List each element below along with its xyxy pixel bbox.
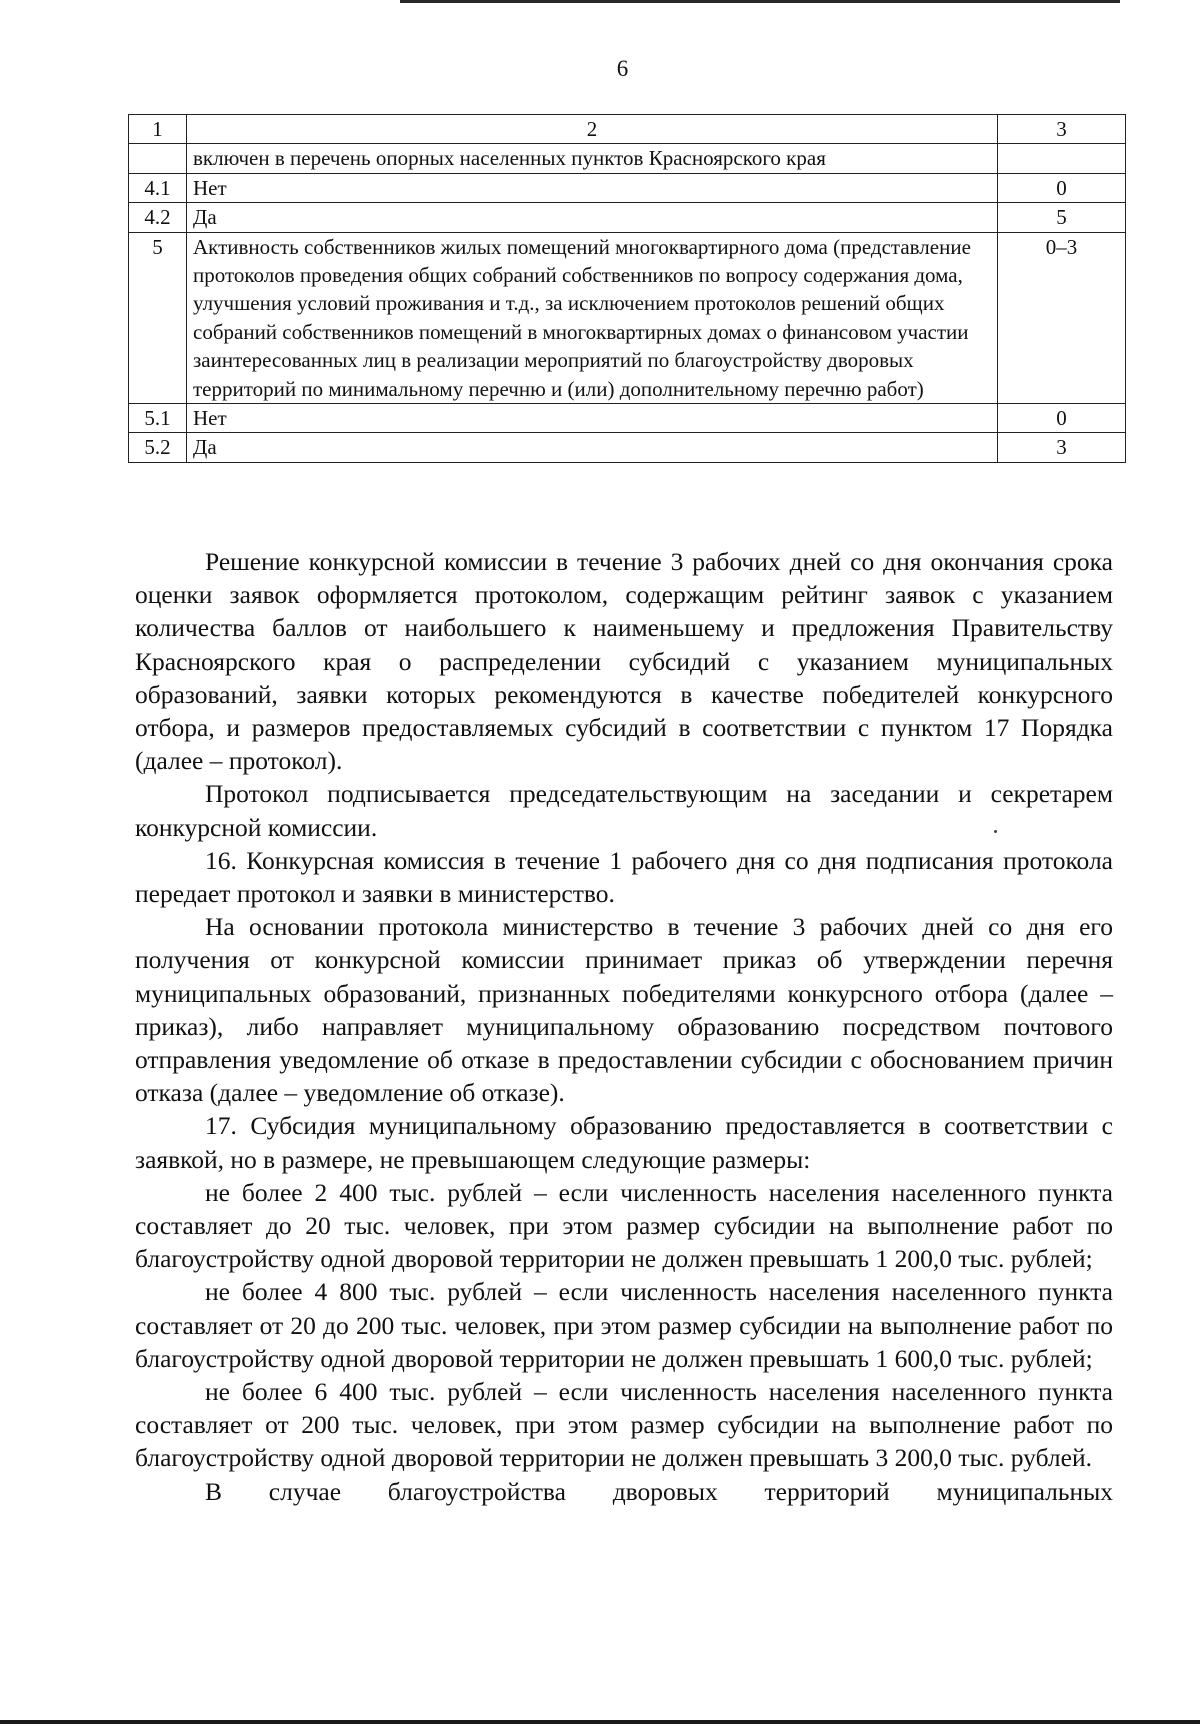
row-number [129,144,187,173]
row-score: 0 [998,404,1126,433]
paragraph-commission-decision: Решение конкурсной комиссии в течение 3 рабочих дней со дня окончания срока оценки заявок оформляется протоколом, содержащим рейтинг заявок с указанием количества баллов от наибольшего к наименьшему и предложения Правительству Красноярского края о распределении субсидий с указанием муниципальных образований, заявки которых рекомендуются в качестве победителей конкурсного отбора, и размеров предоставляемых субсидий в соответствии с пунктом 17 Порядка (далее – протокол). [135,547,1113,776]
scan-speck [994,830,997,833]
row-score: 3 [998,433,1126,462]
row-text: Да [187,433,998,462]
row-text: Да [187,203,998,232]
table-row [129,433,1126,462]
page-number: 6 [616,56,629,81]
row-text: Нет [187,173,998,202]
row-text: Нет [187,404,998,433]
row-score: 5 [998,203,1126,232]
table-row [129,203,1126,232]
table-row [129,404,1126,433]
paragraph-limit-6400: не более 6 400 тыс. рублей – если численность населения населенного пункта составляет от 200 тыс. человек, при этом размер субсидии на выполнение работ по благоустройству одной дворовой территории не должен превышать 3 200,0 тыс. рублей. [135,1377,1113,1473]
paragraph-courtyard-cases: В случае благоустройства дворовых территорий муниципальных [205,1476,1113,1506]
row-text: включен в перечень опорных населенных пунктов Красноярского края [187,144,998,173]
row-number: 5.2 [129,433,187,462]
header-col-1: 1 [129,115,187,144]
scan-top-edge [0,0,1200,3]
row-number: 5.1 [129,404,187,433]
row-score [998,144,1126,173]
table-row [129,144,1126,173]
row-text: Активность собственников жилых помещений многоквартирного дома (представление протоколов проведения общих собраний собственников по вопросу содержания дома, улучшения условий проживания и т.д., за исключением протоколов решений общих собраний собственников помещений в многоквартирных домах о финансовом участии заинтересованных лиц в реализации мероприятий по благоустройству дворовых территорий по минимальному перечню и (или) дополнительному перечню работ) [187,232,998,403]
scan-bottom-edge [0,1720,1200,1724]
paragraph-protocol-signing: Протокол подписывается председательствующим на заседании и секретарем конкурсной комиссии. [135,779,1113,842]
criteria-table [128,114,1126,463]
paragraph-clause-17: 17. Субсидия муниципальному образованию предоставляется в соответствии с заявкой, но в размере, не превышающем следующие размеры: [135,1111,1113,1174]
paragraph-clause-16: 16. Конкурсная комиссия в течение 1 рабочего дня со дня подписания протокола передает протокол и заявки в министерство. [135,845,1113,909]
document-body [135,545,1113,1508]
header-col-3: 3 [998,115,1126,144]
row-number: 4.2 [129,203,187,232]
paragraph-limit-4800: не более 4 800 тыс. рублей – если численность населения населенного пункта составляет от 20 до 200 тыс. человек, при этом размер субсидии на выполнение работ по благоустройству одной дворовой территории не должен превышать 1 600,0 тыс. рублей; [135,1277,1113,1373]
table-row [129,232,1126,403]
header-col-2: 2 [187,115,998,144]
row-number: 5 [129,232,187,403]
table-row [129,173,1126,202]
row-score: 0–3 [998,232,1126,403]
row-number: 4.1 [129,173,187,202]
paragraph-limit-2400: не более 2 400 тыс. рублей – если численность населения населенного пункта составляет до 20 тыс. человек, при этом размер субсидии на выполнение работ по благоустройству одной дворовой территории не должен превышать 1 200,0 тыс. рублей; [135,1177,1113,1274]
row-score: 0 [998,173,1126,202]
paragraph-ministry-order: На основании протокола министерство в течение 3 рабочих дней со дня его получения от конкурсной комиссии принимает приказ об утверждении перечня муниципальных образований, признанных победителями конкурсного отбора (далее – приказ), либо направляет муниципальному образованию посредством почтового отправления уведомление об отказе в предоставлении субсидии с обоснованием причин отказа (далее – уведомление об отказе). [135,912,1113,1108]
table-header-row [129,115,1126,144]
